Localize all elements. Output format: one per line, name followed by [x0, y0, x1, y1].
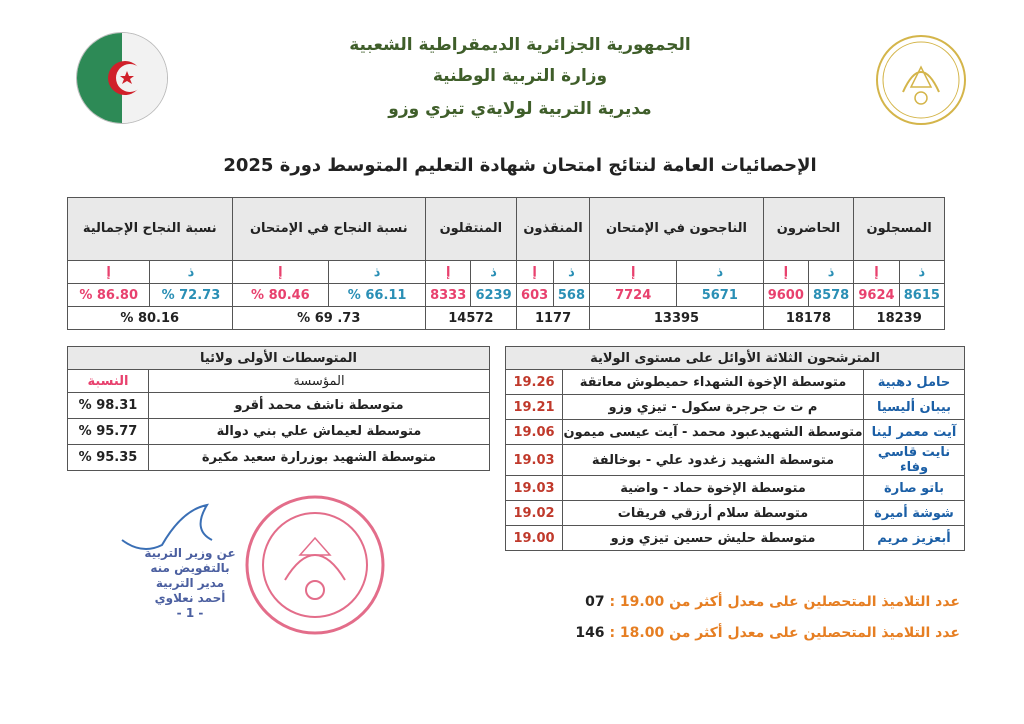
- sex-male: ذ: [899, 261, 944, 284]
- col-promoted: المنتقلون: [426, 198, 517, 261]
- school-name: متوسطة لعيماش علي بني دوالة: [149, 419, 490, 445]
- top-schools-caption: المتوسطات الأولى ولائيا: [68, 347, 490, 370]
- col-passed: الناجحون في الإمتحان: [590, 198, 763, 261]
- candidate-name: آيت معمر لينا: [864, 420, 965, 445]
- signature-line1: عن وزير التربية: [144, 546, 236, 560]
- stats-table: [67, 197, 945, 330]
- table-row: [506, 526, 965, 551]
- school-rate: 95.77 %: [68, 419, 149, 445]
- candidate-school: م ت ت جرجرة سكول - تيزي وزو: [563, 395, 864, 420]
- table-row: [506, 445, 965, 476]
- col-present: الحاضرون: [763, 198, 854, 261]
- algeria-flag-logo: [76, 32, 168, 124]
- signature-line2: بالتفويض منه: [150, 561, 230, 575]
- candidate-school: متوسطة الإخوة الشهداء حميطوش معاتقة: [563, 370, 864, 395]
- sex-female: إ: [516, 261, 553, 284]
- total-value: 80.16 %: [68, 307, 233, 330]
- footer-value: 07: [585, 594, 605, 610]
- candidate-school: متوسطة الشهيد زغدود علي - بوخالفة: [563, 445, 864, 476]
- footer-value: 146: [575, 625, 605, 641]
- candidate-name: شوشة أميرة: [864, 501, 965, 526]
- table-row: [68, 419, 490, 445]
- sex-male: ذ: [329, 261, 426, 284]
- total-value: 14572: [426, 307, 517, 330]
- col-registered: المسجلون: [854, 198, 945, 261]
- footer-line-18: [560, 625, 960, 641]
- value-male: 66.11 %: [329, 284, 426, 307]
- value-female: 80.46 %: [232, 284, 329, 307]
- candidate-name: بيبان أليسيا: [864, 395, 965, 420]
- school-name: متوسطة الشهيد بوزرارة سعيد مكيرة: [149, 445, 490, 471]
- total-value: 18239: [854, 307, 945, 330]
- value-female: 9624: [854, 284, 899, 307]
- sex-female: إ: [426, 261, 471, 284]
- value-male: 568: [553, 284, 590, 307]
- sex-female: إ: [68, 261, 150, 284]
- candidate-school: متوسطة الإخوة حماد - واضية: [563, 476, 864, 501]
- table-row: [506, 395, 965, 420]
- table-row: [68, 445, 490, 471]
- footer-label: عدد التلاميذ المتحصلين على معدل أكثر من 18.00 :: [609, 625, 960, 641]
- total-value: 18178: [763, 307, 854, 330]
- col-total-rate: نسبة النجاح الإجمالية: [68, 198, 233, 261]
- sex-female: إ: [763, 261, 808, 284]
- page-title: الإحصائيات العامة لنتائج امتحان شهادة التعليم المتوسط دورة 2025: [223, 155, 817, 176]
- header-directorate: مديرية التربية لولايةي تيزي وزو: [388, 99, 652, 119]
- sex-female: إ: [232, 261, 329, 284]
- top-schools-table: [67, 346, 490, 471]
- table-row: [506, 476, 965, 501]
- value-female: 8333: [426, 284, 471, 307]
- official-stamp: [240, 490, 390, 640]
- footer-line-19: [560, 594, 960, 610]
- table-row: [506, 420, 965, 445]
- sex-male: ذ: [471, 261, 516, 284]
- candidate-name: حامل دهبية: [864, 370, 965, 395]
- value-female: 9600: [763, 284, 808, 307]
- candidate-score: 19.03: [506, 476, 563, 501]
- candidate-name: أبعزيز مريم: [864, 526, 965, 551]
- candidate-score: 19.26: [506, 370, 563, 395]
- header-republic: الجمهورية الجزائرية الديمقراطية الشعبية: [349, 35, 691, 55]
- value-female: 603: [516, 284, 553, 307]
- candidate-name: باتو صارة: [864, 476, 965, 501]
- header-ministry: وزارة التربية الوطنية: [432, 66, 608, 86]
- total-value: 73. 69 %: [232, 307, 426, 330]
- value-male: 8615: [899, 284, 944, 307]
- top-candidates-table: [505, 346, 965, 551]
- value-female: 86.80 %: [68, 284, 150, 307]
- col-school-header: المؤسسة: [149, 370, 490, 393]
- candidate-school: متوسطة الشهيدعبود محمد - آيت عيسى ميمون: [563, 420, 864, 445]
- col-rescued: المنقذون: [516, 198, 590, 261]
- national-emblem-logo: [873, 32, 969, 128]
- table-row: [68, 393, 490, 419]
- sex-male: ذ: [677, 261, 764, 284]
- candidate-school: متوسطة سلام أرزقي فريقات: [563, 501, 864, 526]
- sex-female: إ: [854, 261, 899, 284]
- school-name: متوسطة ناشف محمد أقرو: [149, 393, 490, 419]
- sex-male: ذ: [808, 261, 853, 284]
- candidate-score: 19.00: [506, 526, 563, 551]
- candidate-score: 19.06: [506, 420, 563, 445]
- candidate-score: 19.03: [506, 445, 563, 476]
- sex-male: ذ: [150, 261, 232, 284]
- value-male: 5671: [677, 284, 764, 307]
- sex-female: إ: [590, 261, 677, 284]
- candidate-name: نايت قاسي وفاء: [864, 445, 965, 476]
- value-male: 6239: [471, 284, 516, 307]
- total-value: 1177: [516, 307, 590, 330]
- footer-label: عدد التلاميذ المتحصلين على معدل أكثر من 19.00 :: [609, 594, 960, 610]
- candidate-school: متوسطة حليش حسين تيزي وزو: [563, 526, 864, 551]
- signature-name: أحمد نعلاوي: [154, 591, 226, 605]
- school-rate: 95.35 %: [68, 445, 149, 471]
- value-male: 8578: [808, 284, 853, 307]
- value-male: 72.73 %: [150, 284, 232, 307]
- sex-male: ذ: [553, 261, 590, 284]
- col-exam-rate: نسبة النجاح في الإمتحان: [232, 198, 426, 261]
- candidate-score: 19.02: [506, 501, 563, 526]
- signature-line3: مدير التربية: [155, 576, 225, 590]
- candidate-score: 19.21: [506, 395, 563, 420]
- top-candidates-caption: المترشحون الثلاثة الأوائل على مستوى الولاية: [506, 347, 965, 370]
- value-female: 7724: [590, 284, 677, 307]
- table-row: [506, 370, 965, 395]
- signature-number: - 1 -: [176, 606, 204, 620]
- total-value: 13395: [590, 307, 763, 330]
- col-rate-header: النسبة: [68, 370, 149, 393]
- school-rate: 98.31 %: [68, 393, 149, 419]
- table-row: [506, 501, 965, 526]
